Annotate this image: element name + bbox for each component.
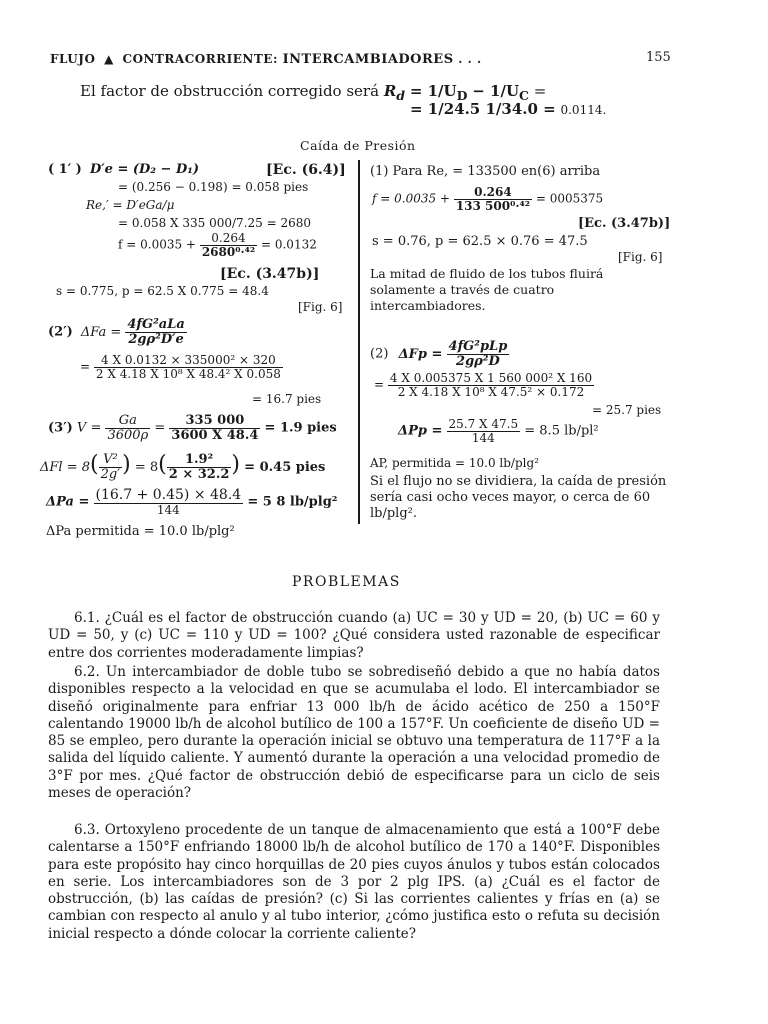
right-eq-10: [398, 418, 599, 444]
dfp-den: 2gρ²D: [456, 353, 500, 369]
right-label-2: (2): [370, 346, 389, 362]
equals-sign: =: [533, 82, 547, 100]
dpa-result: = 5 8 lb/plg²: [247, 494, 338, 510]
column-divider: [358, 160, 360, 524]
dfl-den2: 2 × 32.2: [168, 467, 230, 482]
de-equation: D′e = (D₂ − D₁): [89, 162, 200, 177]
f-result: = 0.0132: [260, 237, 317, 252]
running-title-3: INTERCAMBIADORES: [282, 52, 454, 67]
right-eq-9: = 25.7 pies: [592, 403, 662, 417]
left-eq-9: [48, 318, 187, 346]
dfl-mid: = 8: [134, 460, 159, 475]
rf-den: 133 500⁰·⁴²: [455, 198, 531, 213]
dpp-num: 25.7 X 47.5: [448, 417, 519, 431]
corrected-calc: = 1/24.5 1/34.0 =: [410, 100, 556, 118]
dfp-calc-den: 2 X 4.18 X 10⁸ X 47.5² × 0.172: [397, 384, 585, 399]
problem-6-1: 6.1. ¿Cuál es el factor de obstrucción cuando (a) UC = 30 y UD = 20, (b) UC = 60 y UD = 50, y (c) UC = 110 y UD = 100? ¿Qué considera usted razonable de especificar entre dos corrientes moderadamente limpias?: [48, 610, 660, 661]
v-num2: 335 000: [169, 414, 260, 429]
left-eq-10: = $\frac{\text{4 X 0.0132 × 335000² × 320}}{\text{2 X 4.18 X 10⁸ X 48.4² X 0.058}}$: [80, 353, 281, 381]
f-label: f = 0.0035 +: [118, 237, 196, 252]
right-text-2: Si el flujo no se dividiera, la caída de presión sería casi ocho veces mayor, o cerca de 60 lb/plg².: [370, 474, 667, 521]
running-title-1: FLUJO: [50, 52, 96, 66]
right-eq-8: = $\frac{\text{4 X 0.005375 X 1 560 000² X 160}}{\text{2 X 4.18 X 10⁸ X 47.5² × 0.172}}$: [374, 371, 593, 399]
dfa-lhs: ΔFa =: [80, 324, 122, 340]
left-eq-15: ΔPa permitida = 10.0 lb/plg²: [46, 524, 235, 539]
right-eq-4: s = 0.76, p = 62.5 × 0.76 = 47.5: [372, 234, 588, 249]
right-ref-1: [Ec. (3.47b)]: [578, 216, 671, 231]
dpa-num: (16.7 + 0.45) × 48.4: [95, 487, 242, 503]
right-ref-2: [Fig. 6]: [618, 250, 663, 264]
v-num1: Ga: [105, 414, 150, 429]
dfl-den1: 2g′: [100, 467, 121, 482]
f-den: 2680⁰·⁴²: [201, 244, 256, 259]
running-header: [50, 52, 482, 67]
problem-6-3: 6.3. Ortoxyleno procedente de un tanque de almacenamiento que está a 100°F debe calentarse a 150°F enfriando 18000 lb/h de alcohol butílico de 170 a 140°F. Disponibles para este propósito hay cinco horquillas de 20 pies cuyos ánulos y tubos están colocados en serie. Los intercambiadores son de 3 por 2 plg IPS. (a) ¿Cuál es el factor de obstrucción, (b) las caídas de presión? (c) Si las corrientes calientes y frías en (a) se cambian con respecto al anulo y al tubo interior, ¿cómo justifica esto o refuta su decisión inicial respecto a dónde colocar la corriente caliente?: [48, 822, 660, 942]
v-result: = 1.9 pies: [264, 420, 337, 436]
rd-sub: d: [396, 88, 406, 103]
left-eq-2: = (0.256 − 0.198) = 0.058 pies: [118, 180, 309, 194]
left-label-3: (3′): [48, 420, 73, 436]
left-eq-5: [118, 232, 317, 258]
left-ref-3: [Fig. 6]: [298, 300, 343, 314]
dpp-den: 144: [471, 430, 495, 445]
dfl-lhs: ΔFl = 8: [40, 460, 90, 475]
uc-sub: C: [519, 88, 529, 103]
page-number: 155: [646, 50, 671, 65]
left-label-1: ( 1′ ): [48, 162, 82, 177]
dfp-lhs: ΔFp =: [398, 346, 443, 362]
dfa-calc-den: 2 X 4.18 X 10⁸ X 48.4² X 0.058: [95, 366, 281, 381]
left-eq-12: (3′) V = $\frac{Ga}{3600\rho}$ = $\frac{335 000}{3600 X 48.4}$ = 1.9 pies: [48, 413, 337, 443]
problem-6-2: 6.2. Un intercambiador de doble tubo se sobrediseñó debido a que no había datos disponibles respecto a la velocidad en que se acumulaba el lodo. El intercambiador se diseñó originalmente para enfriar 13 000 lb/h de ácido acético de 250 a 150°F calentando 19000 lb/h de alcohol butílico de 100 a 157°F. Un coeficiente de diseño UD = 85 se empleo, pero durante la operación inicial se obtuvo una temperatura de 117°F a la salida del líquido caliente. Y aumentó durante la operación a una velocidad promedio de 3°F por mes. ¿Qué factor de obstrucción debió de especificarse para un ciclo de seis meses de operación?: [48, 664, 660, 802]
right-eq-2: [372, 186, 603, 212]
left-ref-2: [Ec. (3.47b)]: [220, 266, 320, 282]
dfl-result: = 0.45 pies: [244, 460, 326, 475]
dfa-den: 2gρ²D′e: [128, 331, 184, 347]
problems-title: PROBLEMAS: [292, 574, 401, 590]
dpp-result: = 8.5 lb/pl²: [524, 423, 599, 439]
corrected-factor-line2: [410, 100, 606, 118]
left-eq-13: ΔFl = 8( $\frac{\text{V²}}{2g'}$ ) = 8( $\frac{\text{1.9²}}{2 \times 32.2}$ ) = 0.45 pies: [40, 452, 326, 482]
v-lhs: V =: [76, 420, 102, 436]
dfa-num: 4fG²aLa: [127, 317, 185, 332]
dpa-den: 144: [156, 502, 180, 517]
rf-result: = 0005375: [535, 191, 604, 206]
left-eq-1: [48, 162, 199, 177]
v-den2: 3600 X 48.4: [171, 427, 259, 443]
uc-rest: − 1/U: [472, 82, 520, 100]
right-eq-1: (1) Para Re, = 133500 en(6) arriba: [370, 164, 601, 179]
running-title-2: CONTRACORRIENTE:: [122, 52, 278, 66]
right-eq-11: AP, permitida = 10.0 lb/plg²: [370, 456, 539, 470]
right-eq-7: [370, 340, 509, 368]
dpp-lhs: ΔPp =: [398, 423, 443, 439]
section-title: Caída de Presión: [300, 138, 416, 153]
dpa-lhs: ΔPa =: [46, 494, 90, 510]
corrected-value: 0.0114.: [560, 103, 607, 117]
rf-num: 0.264: [454, 186, 532, 200]
left-eq-7: s = 0.775, p = 62.5 X 0.775 = 48.4: [56, 284, 269, 298]
running-title-arrow: ▲: [104, 52, 114, 66]
dfl-num1: V²: [99, 453, 123, 468]
f-num: 0.264: [200, 232, 257, 246]
left-ref-1: [Ec. (6.4)]: [266, 162, 346, 178]
rd-symbol: R: [383, 82, 397, 100]
dfa-calc-num: 4 X 0.0132 × 335000² × 320: [94, 354, 283, 368]
v-den1: 3600ρ: [107, 427, 149, 443]
left-label-2: (2′): [48, 324, 73, 340]
corrected-text: El factor de obstrucción corregido será: [80, 82, 380, 100]
left-eq-11: = 16.7 pies: [252, 392, 322, 406]
ud-sub: D: [456, 88, 468, 103]
rd-rest: = 1/U: [409, 82, 457, 100]
running-title-dots: . . .: [458, 52, 482, 66]
dfp-calc-num: 4 X 0.005375 X 1 560 000² X 160: [389, 371, 593, 385]
left-eq-14: [46, 488, 338, 516]
left-eq-3: Re,′ = D′eGa/μ: [86, 198, 175, 212]
dfp-num: 4fG²pLp: [448, 339, 508, 354]
rf-label: f = 0.0035 +: [372, 191, 450, 206]
left-eq-4: = 0.058 X 335 000/7.25 = 2680: [118, 216, 312, 230]
right-text-1: La mitad de fluido de los tubos fluirá solamente a través de cuatro intercambiadores.: [370, 266, 604, 313]
dfl-num2: 1.9²: [167, 453, 232, 468]
